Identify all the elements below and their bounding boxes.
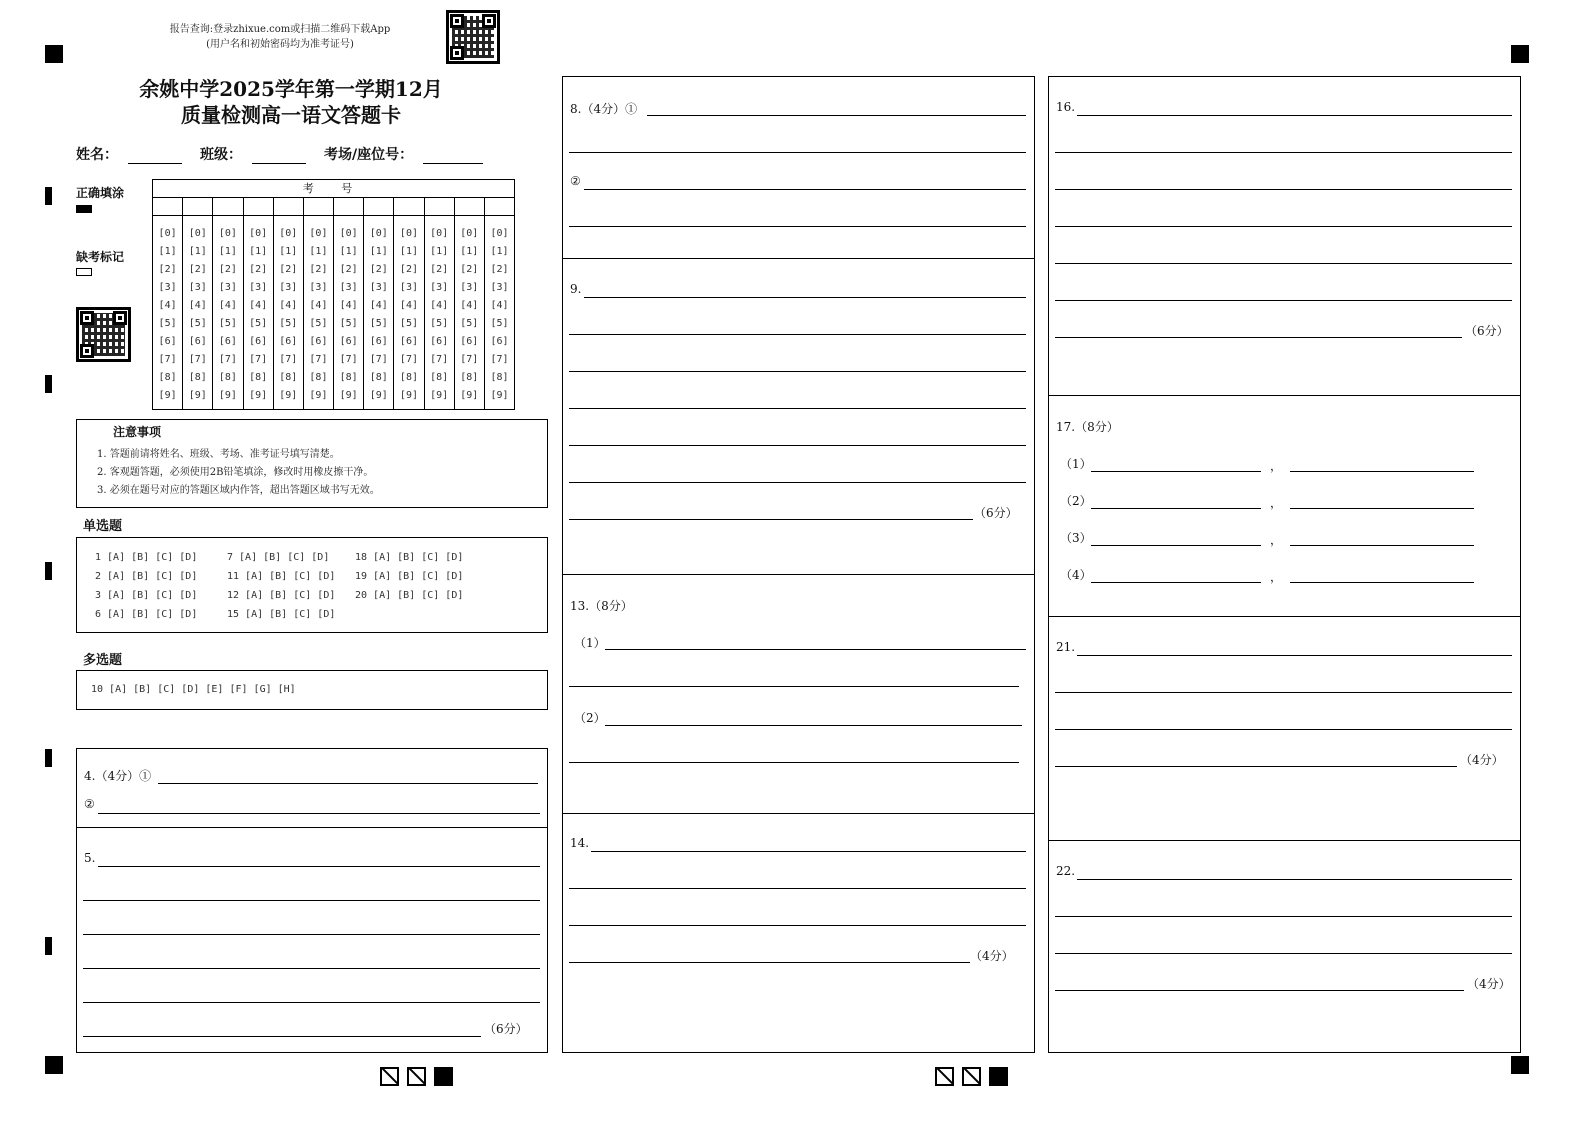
q14-score: （4分） [970,949,1014,963]
exam-digit-bubble[interactable]: [9] [430,390,449,401]
exam-digit-bubble[interactable]: [4] [158,300,177,311]
q21-answer-line[interactable] [1055,729,1512,730]
exam-digit-bubble[interactable]: [8] [188,372,207,383]
q22-answer-line[interactable] [1055,990,1464,991]
page-marks-right [935,1067,1008,1086]
exam-digit-write-cell[interactable] [425,198,454,216]
q21-answer-line[interactable] [1077,655,1512,656]
exam-digit-bubble[interactable]: [2] [218,264,237,275]
exam-digit-write-cell[interactable] [274,198,303,216]
exam-digit-bubble[interactable]: [3] [188,282,207,293]
exam-digit-bubble[interactable]: [0] [339,228,358,239]
q9-answer-line[interactable] [569,334,1026,335]
exam-digit-write-cell[interactable] [394,198,423,216]
exam-digit-column [304,198,334,409]
slash-box-icon [935,1067,954,1086]
single-choice-item[interactable]: 3 [A] [B] [C] [D] [95,590,198,601]
exam-digit-bubble[interactable]: [2] [369,264,388,275]
exam-digit-bubble[interactable]: [0] [369,228,388,239]
absent-mark-label: 缺考标记 [76,250,125,264]
exam-digit-bubble[interactable]: [4] [399,300,418,311]
exam-digit-bubble[interactable]: [8] [309,372,328,383]
corner-mark-top-right [1511,45,1529,63]
exam-digit-bubble[interactable]: [1] [158,246,177,257]
multi-choice-row[interactable]: 10 [A] [B] [C] [D] [E] [F] [G] [H] [91,684,296,695]
exam-digit-bubble[interactable]: [9] [279,390,298,401]
exam-digit-bubble[interactable]: [4] [249,300,268,311]
q8-part2-label: ② [570,174,581,188]
exam-digit-write-cell[interactable] [244,198,273,216]
exam-digit-bubble[interactable]: [3] [490,282,509,293]
corner-mark-bottom-right [1511,1056,1529,1074]
q17-comma: ， [1270,459,1283,473]
q22-answer-line[interactable] [1077,879,1512,880]
q14-answer-line[interactable] [569,962,970,963]
page-title [76,76,506,128]
multi-choice-label: 多选题 [83,653,123,668]
q17-answer-line[interactable] [1091,545,1261,546]
exam-digit-bubble[interactable]: [8] [249,372,268,383]
exam-digit-bubble[interactable]: [7] [218,354,237,365]
exam-digit-bubble[interactable]: [8] [490,372,509,383]
q4-label: 4.（4分）① [84,769,152,783]
exam-digit-column [334,198,364,409]
exam-digit-bubble[interactable]: [1] [430,246,449,257]
exam-digit-bubble[interactable]: [7] [460,354,479,365]
qr-code-icon [446,10,500,64]
report-line-1: 报告查询:登录zhixue.com或扫描二维码下载App [169,24,391,35]
q13-answer-line[interactable] [569,762,1019,763]
side-mark [45,749,52,767]
q9-answer-line[interactable] [569,482,1026,483]
exam-digit-bubble[interactable]: [4] [218,300,237,311]
single-choice-label: 单选题 [83,519,123,534]
exam-digit-bubble[interactable]: [4] [430,300,449,311]
notice-item: 3. 必须在题号对应的答题区域内作答，超出答题区域书写无效。 [97,485,380,496]
exam-digit-column [213,198,243,409]
exam-digit-bubble[interactable]: [5] [399,318,418,329]
room-field[interactable] [423,150,483,164]
name-field[interactable] [128,150,182,164]
exam-digit-column [485,198,514,409]
exam-digit-column [183,198,213,409]
multi-choice-box [76,670,548,710]
exam-digit-bubble[interactable]: [1] [460,246,479,257]
report-line-2: (用户名和初始密码均为准考证号) [206,39,354,50]
exam-digit-bubble[interactable]: [6] [188,336,207,347]
q22-score: （4分） [1467,977,1511,991]
q5-answer-line[interactable] [83,900,540,901]
exam-digit-write-cell[interactable] [455,198,484,216]
side-mark [45,937,52,955]
q14-answer-line[interactable] [591,851,1026,852]
exam-digit-bubble[interactable]: [5] [188,318,207,329]
q16-answer-line[interactable] [1055,263,1512,264]
qr-code-icon [76,307,131,362]
q9-answer-line[interactable] [584,297,1026,298]
exam-digit-bubble[interactable]: [0] [460,228,479,239]
side-mark [45,187,52,205]
side-mark [45,562,52,580]
q9-score: （6分） [974,506,1018,520]
exam-digit-bubble[interactable]: [1] [369,246,388,257]
exam-digit-bubble[interactable]: [7] [490,354,509,365]
q22-label: 22. [1056,864,1076,878]
q21-label: 21. [1056,640,1076,654]
exam-digit-write-cell[interactable] [364,198,393,216]
q5-answer-line[interactable] [83,1002,540,1003]
exam-digit-bubble[interactable]: [4] [369,300,388,311]
q16-answer-line[interactable] [1055,152,1512,153]
q9-label: 9. [570,282,582,296]
q14-label: 14. [570,836,590,850]
exam-digit-bubble[interactable]: [2] [460,264,479,275]
q4-answer-line[interactable] [158,783,538,784]
corner-mark-bottom-left [45,1056,63,1074]
single-choice-item[interactable]: 12 [A] [B] [C] [D] [227,590,336,601]
q14-answer-line[interactable] [569,888,1026,889]
q21-score: （4分） [1460,753,1504,767]
exam-digit-bubble[interactable]: [8] [430,372,449,383]
single-choice-item[interactable]: 20 [A] [B] [C] [D] [355,590,464,601]
exam-digit-bubble[interactable]: [9] [249,390,268,401]
q13-answer-line[interactable] [605,649,1026,650]
exam-digit-bubble[interactable]: [7] [158,354,177,365]
exam-digit-bubble[interactable]: [3] [460,282,479,293]
exam-digit-bubble[interactable]: [4] [309,300,328,311]
exam-digit-bubble[interactable]: [2] [490,264,509,275]
q13-answer-line[interactable] [569,686,1019,687]
q21-answer-line[interactable] [1055,766,1457,767]
exam-digit-column [274,198,304,409]
exam-digit-bubble[interactable]: [4] [490,300,509,311]
q8-label: 8.（4分）① [570,102,638,116]
exam-digit-bubble[interactable]: [9] [309,390,328,401]
exam-digit-bubble[interactable]: [2] [249,264,268,275]
q17-answer-line[interactable] [1290,545,1474,546]
class-field[interactable] [252,150,306,164]
exam-digit-bubble[interactable]: [1] [279,246,298,257]
exam-digit-bubble[interactable]: [6] [249,336,268,347]
exam-digit-bubble[interactable]: [8] [339,372,358,383]
q17-comma: ， [1270,570,1283,584]
q4-answer-line[interactable] [98,813,540,814]
exam-digit-bubble[interactable]: [3] [218,282,237,293]
exam-digit-bubble[interactable]: [3] [279,282,298,293]
exam-digit-bubble[interactable]: [1] [188,246,207,257]
exam-digit-bubble[interactable]: [2] [279,264,298,275]
exam-digit-bubble[interactable]: [6] [309,336,328,347]
exam-digit-bubble[interactable]: [0] [158,228,177,239]
exam-digit-bubble[interactable]: [3] [249,282,268,293]
class-label: 班级： [200,147,242,163]
exam-digit-bubble[interactable]: [9] [490,390,509,401]
q13-label: 13.（8分） [570,599,633,613]
q4-part2-label: ② [84,797,95,811]
exam-digit-bubble[interactable]: [0] [218,228,237,239]
q5-label: 5. [84,851,96,865]
exam-digit-bubble[interactable]: [6] [218,336,237,347]
exam-digit-bubble[interactable]: [1] [249,246,268,257]
exam-digit-bubble[interactable]: [6] [430,336,449,347]
exam-digit-bubble[interactable]: [0] [249,228,268,239]
exam-digit-bubble[interactable]: [4] [460,300,479,311]
q8-answer-line[interactable] [647,115,1026,116]
exam-digit-bubble[interactable]: [9] [218,390,237,401]
q9-answer-line[interactable] [569,408,1026,409]
exam-digit-bubble[interactable]: [3] [339,282,358,293]
exam-digit-bubble[interactable]: [6] [339,336,358,347]
exam-digit-bubble[interactable]: [7] [369,354,388,365]
q5-answer-line[interactable] [83,968,540,969]
single-choice-item[interactable]: 6 [A] [B] [C] [D] [95,609,198,620]
exam-digit-bubble[interactable]: [6] [369,336,388,347]
exam-digit-bubble[interactable]: [1] [218,246,237,257]
exam-digit-bubble[interactable]: [1] [399,246,418,257]
q17-answer-line[interactable] [1091,508,1261,509]
exam-digit-bubble[interactable]: [3] [309,282,328,293]
exam-digit-bubble[interactable]: [0] [430,228,449,239]
q17-comma: ， [1270,496,1283,510]
room-label: 考场/座位号： [324,147,414,163]
exam-digit-bubble[interactable]: [5] [279,318,298,329]
exam-digit-bubble[interactable]: [7] [430,354,449,365]
q22-answer-line[interactable] [1055,916,1512,917]
exam-digit-bubble[interactable]: [5] [430,318,449,329]
q13-answer-line[interactable] [605,725,1022,726]
exam-digit-column [244,198,274,409]
student-info-row [76,144,501,164]
exam-digit-bubble[interactable]: [2] [158,264,177,275]
exam-digit-bubble[interactable]: [1] [339,246,358,257]
exam-number-header: 考 号 [153,180,514,198]
exam-digit-bubble[interactable]: [9] [399,390,418,401]
single-choice-item[interactable]: 7 [A] [B] [C] [D] [227,552,330,563]
filled-box-icon [989,1067,1008,1086]
exam-digit-bubble[interactable]: [7] [279,354,298,365]
exam-digit-bubble[interactable]: [8] [279,372,298,383]
exam-digit-write-cell[interactable] [153,198,182,216]
exam-digit-bubble[interactable]: [3] [369,282,388,293]
notice-title: 注意事项 [113,425,162,439]
single-choice-item[interactable]: 11 [A] [B] [C] [D] [227,571,336,582]
single-choice-item[interactable]: 19 [A] [B] [C] [D] [355,571,464,582]
q17-part-label: （4） [1060,568,1092,582]
exam-digit-bubble[interactable]: [0] [188,228,207,239]
exam-digit-bubble[interactable]: [7] [309,354,328,365]
exam-digit-bubble[interactable]: [5] [218,318,237,329]
q16-score: （6分） [1465,324,1509,338]
exam-digit-bubble[interactable]: [7] [249,354,268,365]
q17-answer-line[interactable] [1091,471,1261,472]
exam-digit-bubble[interactable]: [2] [399,264,418,275]
exam-digit-bubble[interactable]: [8] [218,372,237,383]
exam-digit-bubble[interactable]: [5] [249,318,268,329]
exam-digit-bubble[interactable]: [6] [399,336,418,347]
name-label: 姓名： [76,147,118,163]
title-line-1: 余姚中学2025学年第一学期12月 [139,77,443,101]
exam-digit-bubble[interactable]: [5] [339,318,358,329]
q16-answer-line[interactable] [1055,189,1512,190]
q16-answer-line[interactable] [1077,115,1512,116]
q16-answer-line[interactable] [1055,300,1512,301]
exam-digit-bubble[interactable]: [9] [188,390,207,401]
exam-digit-bubble[interactable]: [5] [309,318,328,329]
slash-box-icon [407,1067,426,1086]
single-choice-item[interactable] [355,605,475,624]
exam-digit-bubble[interactable]: [7] [399,354,418,365]
exam-digit-bubble[interactable]: [0] [490,228,509,239]
q8-answer-line[interactable] [569,152,1026,153]
exam-digit-bubble[interactable]: [5] [490,318,509,329]
exam-digit-bubble[interactable]: [8] [158,372,177,383]
notice-box [76,419,548,508]
exam-digit-bubble[interactable]: [7] [339,354,358,365]
exam-digit-bubble[interactable]: [1] [309,246,328,257]
slash-box-icon [962,1067,981,1086]
corner-mark-top-left [45,45,63,63]
exam-digit-bubble[interactable]: [2] [188,264,207,275]
q17-part-label: （1） [1060,457,1092,471]
q16-label: 16. [1056,100,1076,114]
notice-item: 2. 客观题答题，必须使用2B铅笔填涂，修改时用橡皮擦干净。 [97,467,374,478]
single-choice-item[interactable]: 2 [A] [B] [C] [D] [95,571,198,582]
exam-digit-bubble[interactable]: [3] [430,282,449,293]
answer-area-q22 [1048,840,1521,1053]
q5-answer-line[interactable] [98,866,540,867]
answer-area-q14 [562,813,1035,1053]
single-choice-box [76,537,548,633]
q17-comma: ， [1270,533,1283,547]
exam-digit-write-cell[interactable] [485,198,514,216]
exam-digit-bubble[interactable]: [6] [460,336,479,347]
answer-area-q9 [562,258,1035,575]
exam-digit-bubble[interactable]: [3] [399,282,418,293]
notice-item: 1. 答题前请将姓名、班级、考场、准考证号填写清楚。 [97,449,340,460]
exam-digit-write-cell[interactable] [334,198,363,216]
exam-digit-bubble[interactable]: [5] [460,318,479,329]
exam-digit-bubble[interactable]: [8] [460,372,479,383]
exam-digit-bubble[interactable]: [9] [158,390,177,401]
absent-mark-checkbox[interactable] [76,268,92,276]
correct-fill-sample-icon [76,205,92,213]
exam-digit-bubble[interactable]: [3] [158,282,177,293]
q17-answer-line[interactable] [1290,471,1474,472]
q22-answer-line[interactable] [1055,953,1512,954]
exam-digit-column [153,198,183,409]
side-mark [45,375,52,393]
q17-label: 17.（8分） [1056,420,1119,434]
exam-digit-bubble[interactable]: [8] [369,372,388,383]
single-choice-item[interactable]: 1 [A] [B] [C] [D] [95,552,198,563]
exam-digit-bubble[interactable]: [2] [430,264,449,275]
q16-answer-line[interactable] [1055,337,1462,338]
exam-digit-bubble[interactable]: [8] [399,372,418,383]
q5-answer-line[interactable] [83,1036,481,1037]
exam-digit-bubble[interactable]: [9] [369,390,388,401]
exam-digit-write-cell[interactable] [304,198,333,216]
report-note [150,22,410,52]
filled-box-icon [434,1067,453,1086]
q21-answer-line[interactable] [1055,692,1512,693]
q16-answer-line[interactable] [1055,226,1512,227]
exam-digit-bubble[interactable]: [6] [490,336,509,347]
q9-answer-line[interactable] [569,445,1026,446]
q5-answer-line[interactable] [83,934,540,935]
exam-digit-bubble[interactable]: [0] [309,228,328,239]
q5-score: （6分） [484,1022,528,1036]
exam-digit-bubble[interactable]: [4] [279,300,298,311]
exam-digit-bubble[interactable]: [9] [460,390,479,401]
answer-area-q16 [1048,76,1521,396]
q9-answer-line[interactable] [569,371,1026,372]
answer-area-q5 [76,827,548,1053]
q17-part-label: （2） [1060,494,1092,508]
q17-answer-line[interactable] [1091,582,1261,583]
exam-digit-bubble[interactable]: [9] [339,390,358,401]
title-line-2: 质量检测高一语文答题卡 [181,103,401,127]
exam-digit-bubble[interactable]: [2] [309,264,328,275]
page-marks-left [380,1067,453,1086]
q17-answer-line[interactable] [1290,508,1474,509]
exam-number-grid [152,179,515,410]
exam-digit-bubble[interactable]: [5] [158,318,177,329]
exam-digit-bubble[interactable]: [2] [339,264,358,275]
exam-digit-bubble[interactable]: [5] [369,318,388,329]
exam-digit-column [455,198,485,409]
single-choice-item[interactable]: 15 [A] [B] [C] [D] [227,609,336,620]
q8-answer-line[interactable] [584,189,1026,190]
q13-part1-label: （1） [574,636,606,650]
exam-digit-bubble[interactable]: [4] [188,300,207,311]
q9-answer-line[interactable] [569,519,973,520]
single-choice-item[interactable]: 18 [A] [B] [C] [D] [355,552,464,563]
exam-digit-bubble[interactable]: [7] [188,354,207,365]
exam-digit-write-cell[interactable] [213,198,242,216]
exam-digit-column [425,198,455,409]
q14-answer-line[interactable] [569,925,1026,926]
exam-digit-bubble[interactable]: [0] [279,228,298,239]
q17-answer-line[interactable] [1290,582,1474,583]
exam-digit-bubble[interactable]: [0] [399,228,418,239]
q8-answer-line[interactable] [569,226,1026,227]
exam-digit-column [394,198,424,409]
answer-area-q4 [76,748,548,828]
q13-part2-label: （2） [574,711,606,725]
correct-fill-label: 正确填涂 [76,186,125,200]
exam-digit-column [364,198,394,409]
exam-digit-bubble[interactable]: [6] [279,336,298,347]
slash-box-icon [380,1067,399,1086]
exam-digit-write-cell[interactable] [183,198,212,216]
exam-digit-bubble[interactable]: [1] [490,246,509,257]
exam-digit-bubble[interactable]: [6] [158,336,177,347]
exam-digit-bubble[interactable]: [4] [339,300,358,311]
q17-part-label: （3） [1060,531,1092,545]
